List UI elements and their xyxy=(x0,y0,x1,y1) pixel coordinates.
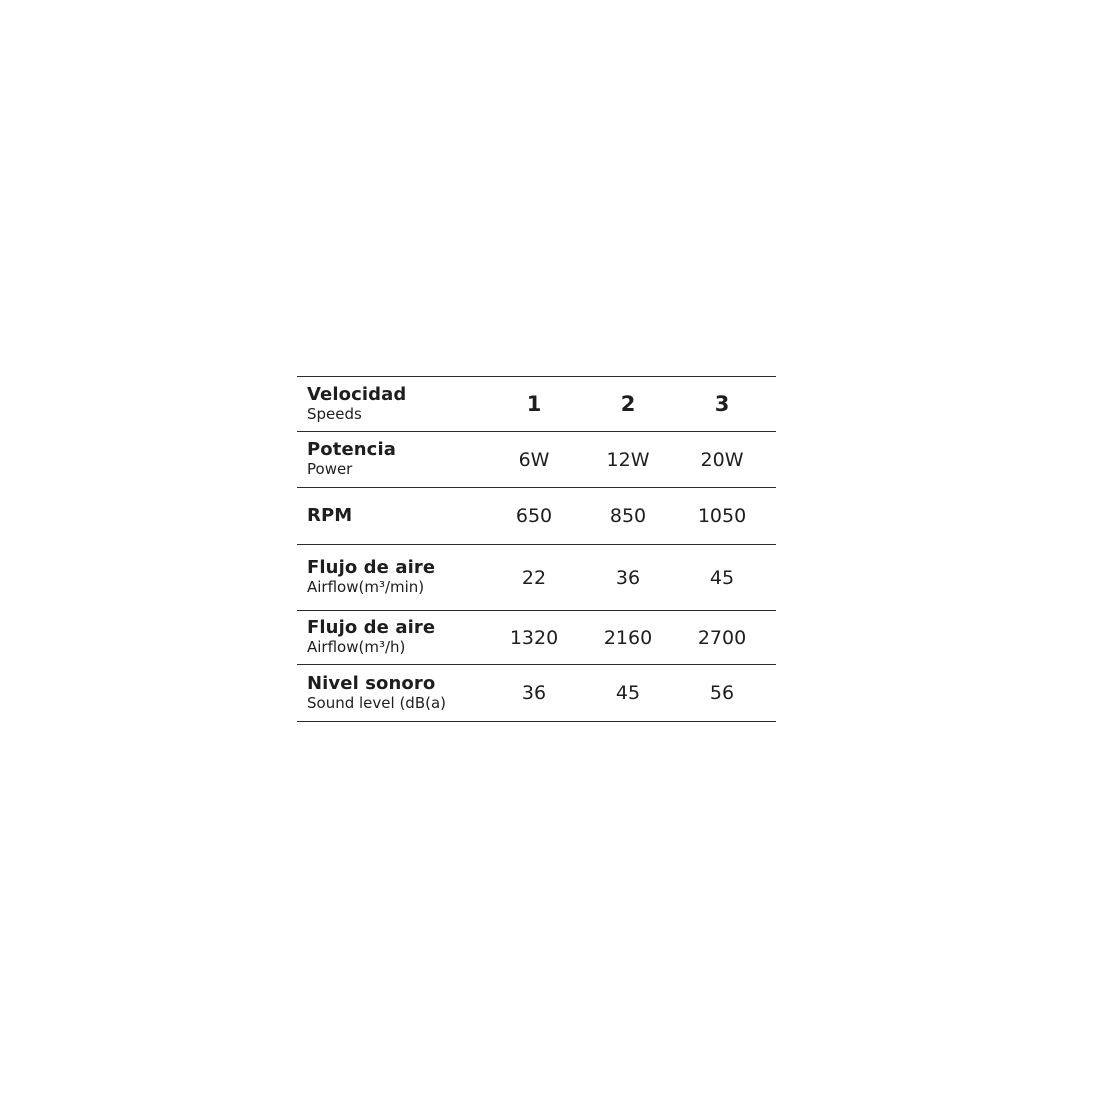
table-cell: 20W xyxy=(700,448,744,471)
table-cell: 1050 xyxy=(697,505,747,527)
table-cell: 36 xyxy=(615,566,641,589)
table-cell: 56 xyxy=(709,682,735,704)
speed-1-header: 1 xyxy=(526,392,542,416)
row-label xyxy=(297,385,487,424)
table-cell: 2700 xyxy=(697,626,747,649)
table-cell: 36 xyxy=(521,682,547,704)
table-row-rpm xyxy=(297,488,776,545)
row-label-main: Nivel sonoro xyxy=(307,672,436,694)
table-cell: 12W xyxy=(606,448,650,471)
row-label-sub: Airflow(m³/min) xyxy=(307,578,425,596)
row-label xyxy=(297,674,487,713)
table-cell: 2160 xyxy=(603,626,653,649)
table-row-airflow-min xyxy=(297,545,776,611)
row-label-sub: Power xyxy=(307,460,353,478)
row-label xyxy=(297,618,487,657)
row-label-sub: Sound level (dB(a) xyxy=(307,693,446,712)
speed-3-header: 3 xyxy=(714,392,730,416)
table-cell: 6W xyxy=(518,448,550,471)
table-row-power xyxy=(297,432,776,488)
row-label-main: Velocidad xyxy=(307,383,407,405)
row-label-main: RPM xyxy=(307,505,353,526)
row-label-main: Flujo de aire xyxy=(307,617,436,638)
row-label-sub: Airflow(m³/h) xyxy=(307,638,406,656)
table-header-row xyxy=(297,377,776,432)
row-label-sub: Speeds xyxy=(307,404,362,423)
spec-table xyxy=(297,376,776,722)
speed-2-header: 2 xyxy=(620,392,636,416)
table-cell: 22 xyxy=(521,566,547,589)
row-label xyxy=(297,440,487,479)
table-row-sound-level xyxy=(297,665,776,722)
table-row-airflow-hour xyxy=(297,611,776,665)
row-label xyxy=(297,506,487,526)
row-label-main: Flujo de aire xyxy=(307,557,436,578)
table-cell: 45 xyxy=(615,682,641,704)
table-cell: 45 xyxy=(709,566,735,589)
row-label xyxy=(297,558,487,597)
table-cell: 650 xyxy=(515,505,553,527)
table-cell: 1320 xyxy=(509,626,559,649)
table-cell: 850 xyxy=(609,505,647,527)
row-label-main: Potencia xyxy=(307,439,396,460)
